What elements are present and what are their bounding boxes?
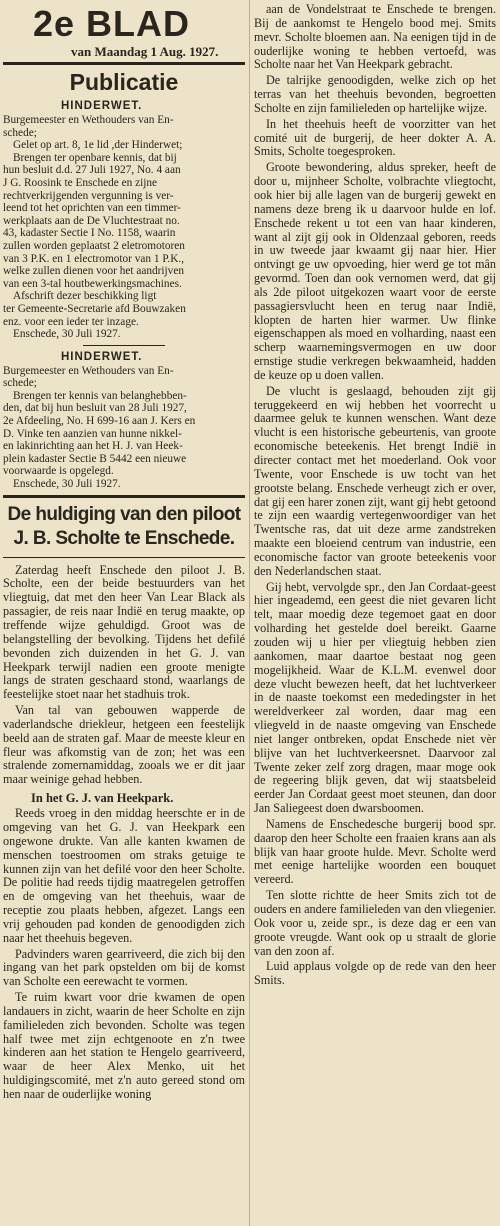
paragraph: De vlucht is geslaagd, behouden zijt gij teruggekeerd en wij hebben het voorrecht u daarmee geluk te kunnen wenschen. Want deze vlucht is een historische gebeurtenis, van groote economische beteekenis. Het brengt Indië in directer contact met het moederland. Ook voor Twente, voor Enschede is uw tocht van het grootste belang. Enschede verheugt zich er over, dat gij een harer zonen zijt, want gij hebt getoond te zijn een waardig vertegenwoordiger van het Twentsche ras, dat uit deze arme zandstreken maakte een bloeiend centrum van industrie, een economische factor van groote beteekenis voor den Nederlandschen staat. [254, 383, 496, 578]
notice-line: schede; [3, 377, 37, 390]
notice-body [3, 114, 245, 341]
notice-line: ter Gemeente-Secretarie afd Bouwzaken [3, 302, 186, 315]
notice-line: werkplaats aan de De Vluchtestraat no. [3, 214, 180, 227]
notice-line: Burgemeester en Wethouders van En- [3, 364, 174, 377]
notice-line: enz. voor een ieder ter inzage. [3, 315, 139, 328]
notice-line: Afschrift dezer beschikking ligt [13, 290, 157, 303]
article-body-left [3, 564, 245, 788]
notice-line: 43, kadaster Sectie I No. 1158, waarin [3, 227, 176, 240]
notice-line: Enschede, 30 Juli 1927. [13, 328, 121, 341]
notice-line: hun besluit d.d. 27 Juli 1927, No. 4 aan [3, 164, 181, 177]
header-rule [3, 62, 245, 65]
divider [3, 557, 245, 558]
paragraph: Groote bewondering, aldus spreker, heeft de door u, mijnheer Scholte, volbrachte vliegtocht, ook hier bij alle lagen van de burgerij gewekt en namens deze breng ik u daarvoor hulde en lof. Enschede rekent u tot een van haar kinderen, want al zijt gij ook in Oldenzaal geboren, reeds in uw tweede jaar kwaamt gij naar hier. Hier ontvingt ge uw opvoeding, hier werd ge tot mân gevormd. Toen dan ook vernomen werd, dat gij als 2de piloot uitgekozen waart voor de eerste passagiersvlucht heen en terug naar Indië, klopten de harten hier warmer. Uw flinke eigenschappen als moed en volharding, naast een scherp waarnemingsvermogen en uw door ernstige studie verkregen bekwaamheid, hadden de keuze op u doen vallen. [254, 160, 496, 382]
notice-line: en lakinrichting aan het H. J. van Heek- [3, 440, 183, 453]
notice-line: J G. Roosink te Enschede en zijne [3, 176, 158, 189]
notice-heading: HINDERWET. [61, 100, 143, 112]
paragraph: Gij hebt, vervolgde spr., den Jan Cordaat-geest hier ingeademd, een geest die niet gevaren licht telt, maar moedig deze tegemoet gaat en door volharding het gestelde doel bereikt. Gaarne zouden wij u hier per vliegtuig hebben zien aankomen, maar daartoe bestaat nog geen mogelijkheid. Waar de K.L.M. evenwel door deze vlucht bewezen heeft, dat het luchtverkeer in de naaste toekomst een mededingster in het wereldverkeer zal worden, daar mag een vliegveld in de naaste omgeving van Enschede niet langer ontbreken, opdat Enschede niet vèr blijve van het luchtverkeersnet. Daarvoor zal Twente zeker zelf zorg dragen, maar moge ook de regeering blijk geven, dat wij staatsbeleid eerder Jan Cordaat geest moet steunen, dan door Jan Saliegeest doen dwarsboomen. [254, 579, 496, 816]
notice-line: voorwaarde is opgelegd. [3, 465, 114, 478]
paragraph: Reeds vroeg in den middag heerschte er in de omgeving van het G. J. van Heekpark een ongewone drukte. Van alle kanten kwamen de menschen toestroomen om straks getuige te kunnen zijn van het defilé voor den heer Scholte. De politie had reeds tijdig maatregelen getroffen en de omgeving van het theehuis, waar de receptie zou plaats hebben, afgezet. Langs een vrij gehouden pad konden de genoodigden zich naar het theehuis begeven. [3, 806, 245, 945]
right-column [254, 3, 496, 988]
headline-line-1: De huldiging van den piloot [7, 503, 241, 525]
article-subhead: In het G. J. van Heekpark. [31, 791, 174, 806]
notice-line: leend tot het oprichten van een timmer- [3, 202, 181, 215]
notice-line: schede; [3, 126, 37, 139]
article-rule [3, 495, 245, 498]
notice-line: Brengen ter openbare kennis, dat bij [13, 151, 177, 164]
paragraph: In het theehuis heeft de voorzitter van het comité uit de burgerij, de heer dokter A. A. Smits, Scholte toegesproken. [254, 116, 496, 159]
notice-line: D. Vinke ten aanzien van hunne nikkel- [3, 427, 182, 440]
notice-body [3, 365, 245, 491]
notice-line: Burgemeester en Wethouders van En- [3, 114, 174, 126]
notice-line: 2e Afdeeling, No. H 699-16 aan J. Kers en [3, 415, 196, 428]
notice-2 [3, 350, 245, 491]
paragraph: Luid applaus volgde op de rede van den heer Smits. [254, 959, 496, 988]
paragraph: Padvinders waren gearriveerd, die zich bij den ingang van het park opstelden om bij de komst van Scholte een eerewacht te vormen. [3, 946, 245, 989]
article-body-left-2 [3, 807, 245, 1102]
notice-line: van 3 P.K. en 1 electromotor van 1 P.K., [3, 252, 185, 265]
notice-line: Gelet op art. 8, 1e lid ,der Hinderwet; [13, 139, 183, 152]
edition-date: van Maandag 1 Aug. 1927. [71, 44, 219, 59]
notice-line: plein kadaster Sectie B 5442 een nieuwe [3, 452, 187, 465]
paragraph: Namens de Enschedesche burgerij bood spr. daarop den heer Scholte een fraaien krans aan als blijk van haar groote hulde. Mevr. Scholte werd met eenige hartelijke woorden een bouquet vereerd. [254, 816, 496, 887]
paragraph: Zaterdag heeft Enschede den piloot J. B. Scholte, een der beide bestuurders van het vliegtuig, dat met den heer Van Lear Black als passagier, de reis naar Indië en terug maakte, op treffende wijze gehuldigd. Groot was de belangstelling der bevolking. Tijdens het defilé bevonden zich duizenden in het G. J. van Heekpark terwijl nadien een groote menigte langs de straten geschaard stond, waarlangs de feestelijke stoet naar het stadhuis trok. [3, 562, 245, 702]
notice-heading: HINDERWET. [61, 350, 143, 363]
paragraph: aan de Vondelstraat te Enschede te brengen. Bij de aankomst te Hengelo bood mej. Smits mevr. Scholte bloemen aan. Na eenigen tijd in de ouderlijke woning te hebben vertoefd, was Scholte naar het Van Heekpark gebracht. [254, 2, 496, 72]
notice-line: Brengen ter kennis van belanghebben- [13, 389, 187, 402]
paragraph: Ten slotte richtte de heer Smits zich tot de ouders en andere familieleden van den vliegenier. Ook voor u, zeide spr., is deze dag er een van groote vreugde. Want ook op u straalt de glorie van den zoon af. [254, 888, 496, 958]
article-headline [3, 503, 245, 551]
notice-line: van een 3-tal houtbewerkingsmachines. [3, 277, 182, 290]
page-section-title: 2e BLAD [33, 3, 191, 44]
column-divider [249, 0, 250, 1226]
notice-1 [3, 99, 245, 341]
paragraph: Te ruim kwart voor drie kwamen de open landauers in zicht, waarin de heer Scholte en zijn familieleden zich bevonden. Scholte was tegen half twee met zijn echtgenoote en z'n twee kinderen aan het station te Hengelo gearriveerd, waar de heer Alex Menko, uit het huldigingscomité, met z'n auto gereed stond om hen naar de ouderlijke woning [3, 990, 245, 1101]
notice-line: den, dat bij hun besluit van 28 Juli 1927, [3, 402, 187, 415]
divider [83, 345, 165, 346]
notice-line: Enschede, 30 Juli 1927. [13, 478, 121, 491]
notice-line: zullen worden geplaatst 2 eletromotoren [3, 239, 185, 252]
paragraph: Van tal van gebouwen wapperde de vaderlandsche driekleur, hetgeen een feestelijk beeld aan de straten gaf. Maar de meeste kleur en fleur was afkomstig van de zon; het was een stralende zomernamiddag, zooals we er dit jaar maar weinige gehad hebben. [3, 703, 245, 787]
paragraph: De talrijke genoodigden, welke zich op het terras van het theehuis bevonden, begroetten Scholte en zijn familieleden op hartelijke wijze. [254, 73, 496, 115]
article-body-right [254, 3, 496, 988]
publicatie-title: Publicatie [69, 69, 179, 95]
notice-line: welke zullen dienen voor het aandrijven [3, 265, 184, 278]
headline-line-2: J. B. Scholte te Enschede. [13, 527, 235, 549]
notice-line: rechtverkrijgenden vergunning is ver- [3, 189, 174, 202]
left-column [3, 0, 245, 1102]
